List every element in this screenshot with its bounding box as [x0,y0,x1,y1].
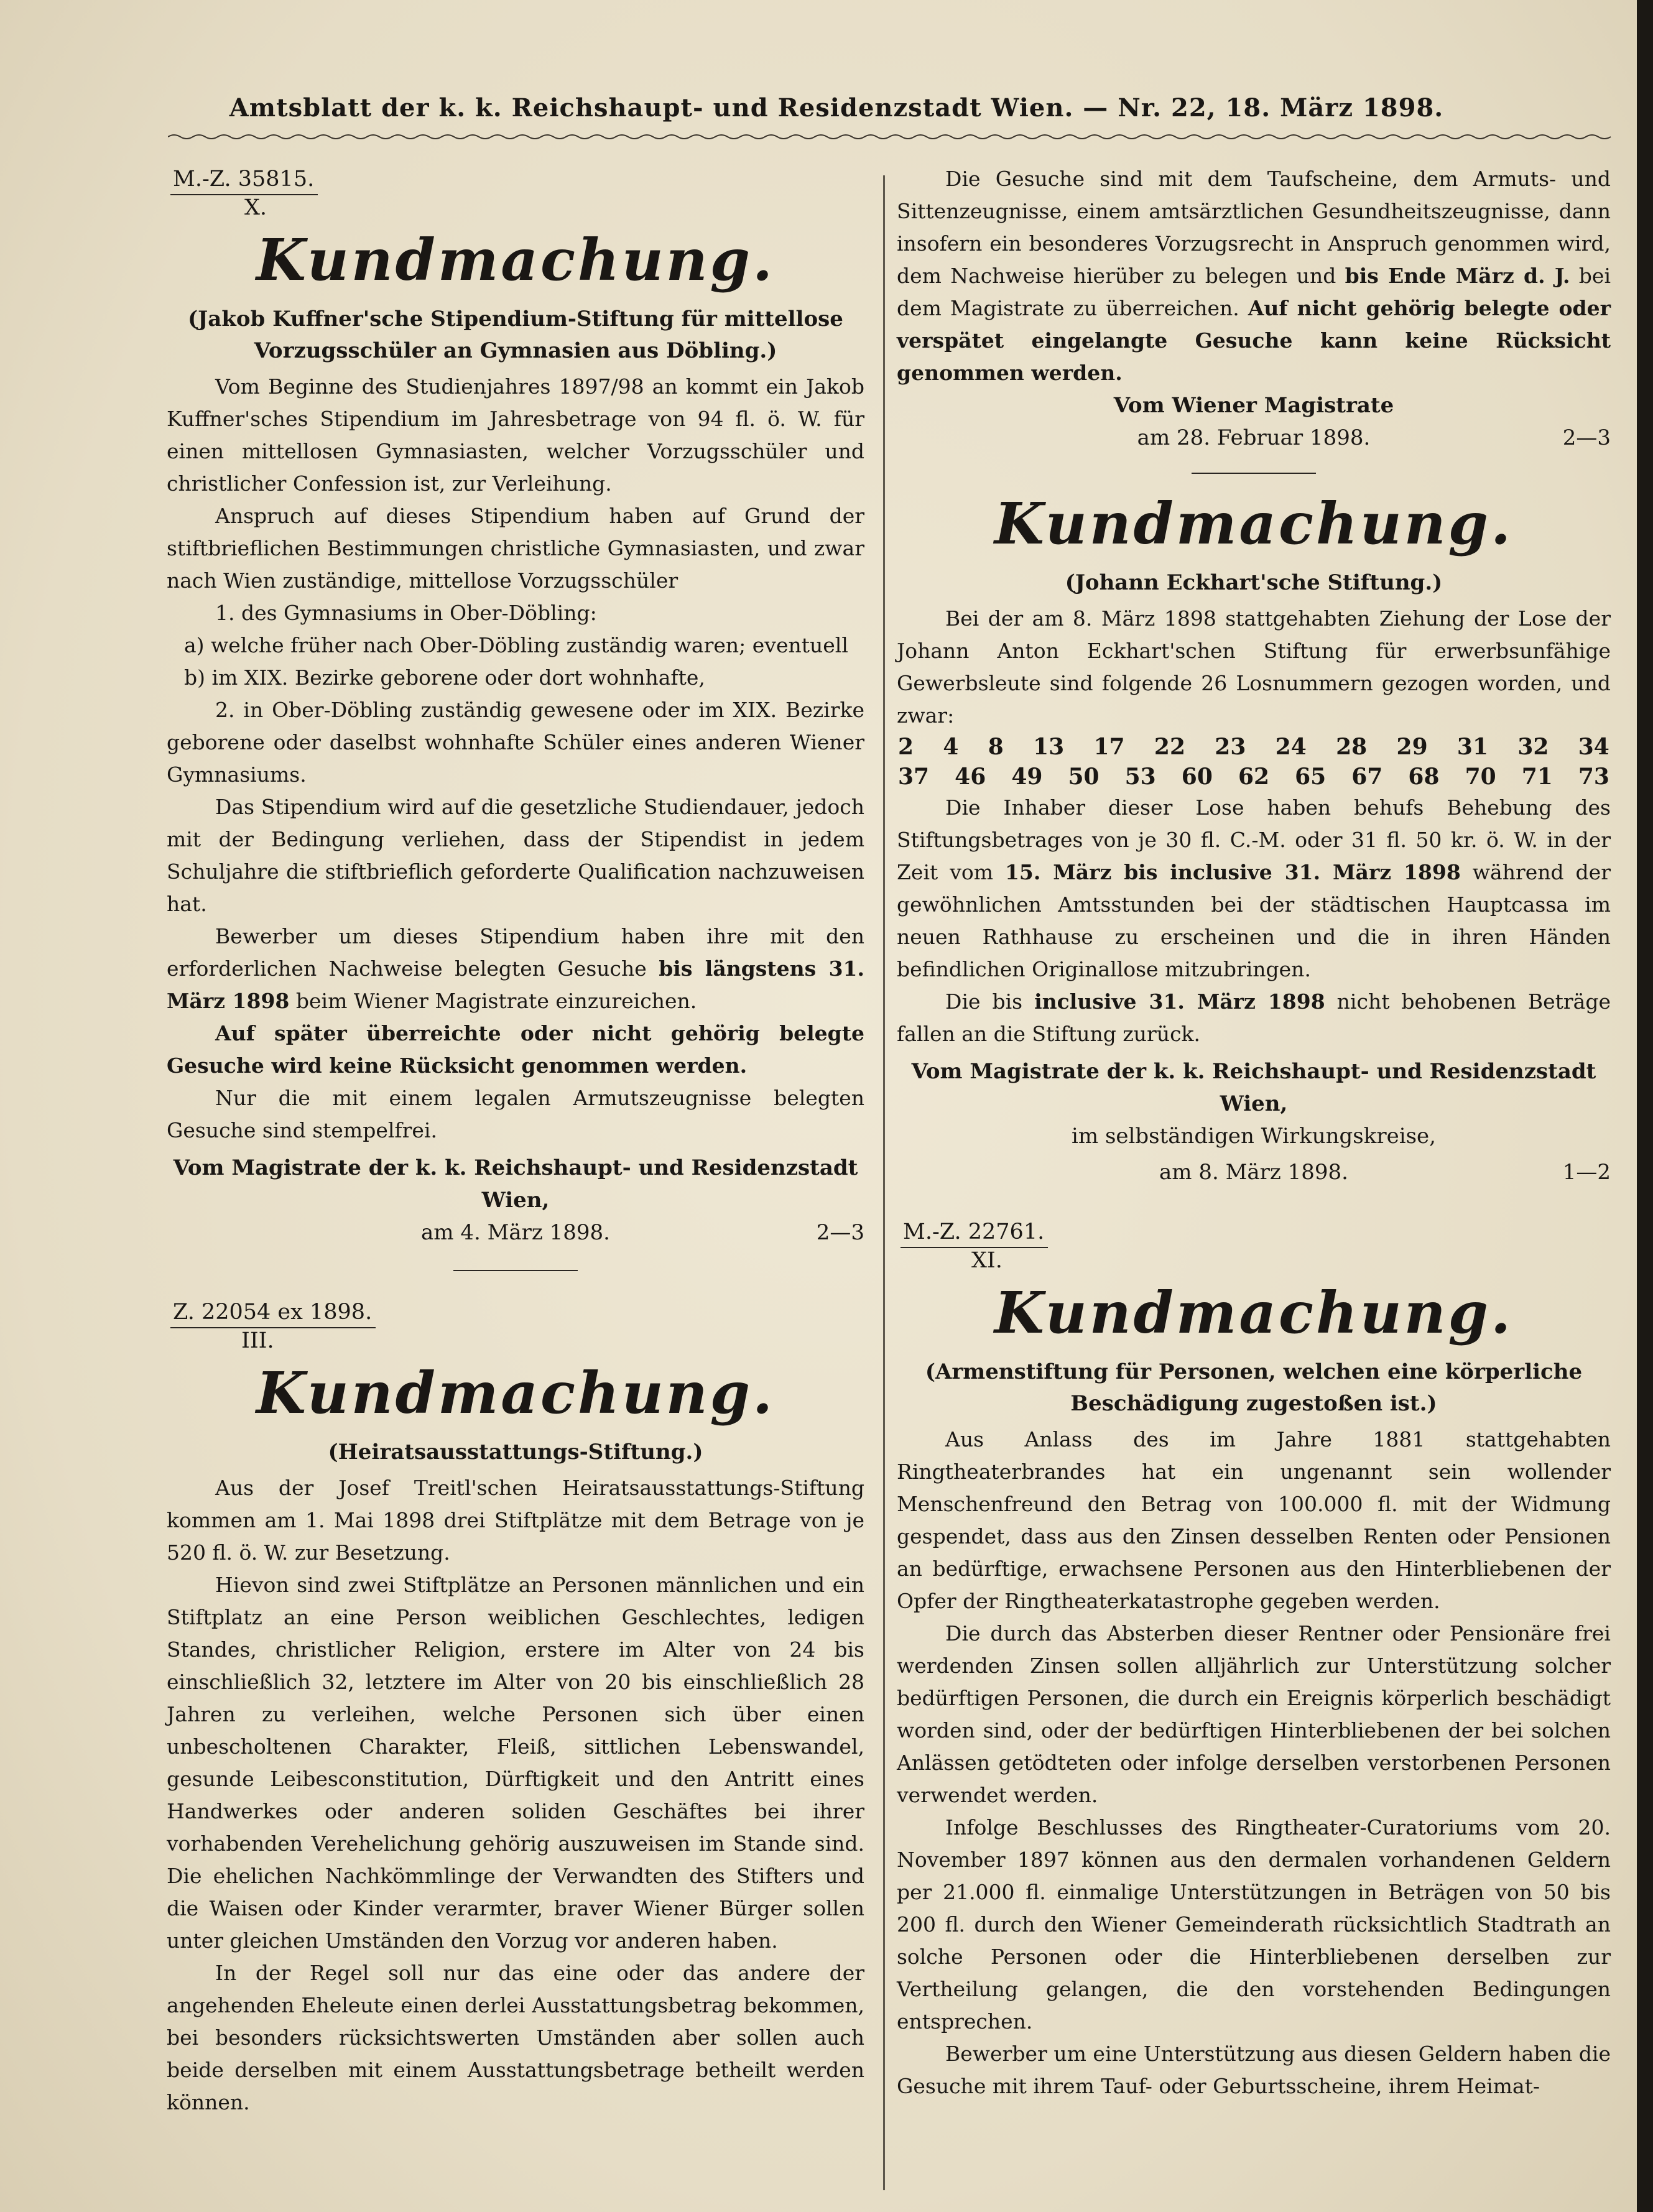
lot-number: 65 [1295,764,1327,790]
notice-title: Kundmachung. [256,226,776,294]
lot-number: 46 [955,764,986,790]
notice-title: Kundmachung. [994,490,1514,557]
notice-title: Kundmachung. [994,1279,1514,1346]
text: nicht behobenen Beträge fallen an die Stiftung zurück. [897,989,1611,1046]
paragraph [167,920,864,1017]
lot-number: 50 [1068,764,1100,790]
notice-subtitle: (Jakob Kuffner'sche Stipendium-Stiftung für mittellose Vorzugsschüler an Gymnasien aus Döbling.) [188,307,843,363]
list-item: 2. in Ober-Döbling zuständig gewesene oder im XIX. Bezirke geborene oder daselbst wohnhafte Schüler eines anderen Wiener Gymnasiums. [167,698,864,787]
insertion-number: 1—2 [1562,1160,1611,1185]
lot-number: 17 [1093,734,1125,760]
notice-armenstiftung [897,1216,1611,2103]
text: bei dem Magistrate zu überreichen. [897,264,1611,320]
lot-number: 32 [1517,734,1549,760]
notice-treitl [167,1296,864,2119]
left-column [167,163,864,2119]
separator [453,1270,578,1271]
lot-number: 2 [898,734,914,760]
insertion-number: 2—3 [1562,425,1611,450]
paragraph: Die durch das Absterben dieser Rentner oder Pensionäre frei werdenden Zinsen sollen alljährlich zur Unterstützung solcher bedürftigen Personen, die durch ein Ereignis körperlich beschädigt worden sind, oder der bedürftigen Hinterbliebenen der bei solchen Anlässen getödteten oder infolge derselben verstorbenen Personen verwendet werden. [897,1621,1611,1807]
lot-number: 53 [1124,764,1156,790]
date-line [167,1216,864,1249]
reference-number: Z. 22054 ex 1898. [170,1298,376,1328]
header-wavy-rule [168,132,1617,142]
signature: Vom Wiener Magistrate [1113,393,1394,418]
deadline: inclusive 31. März 1898 [1034,989,1325,1014]
paragraph: Das Stipendium wird auf die gesetzliche Studiendauer, jedoch mit der Bedingung verliehen, dass der Stipendist in jedem Schuljahre die stiftbrieflich geforderte Qualification nachzuweisen hat. [167,795,864,916]
lot-number: 22 [1154,734,1185,760]
date-line [897,1156,1611,1188]
lot-number: 13 [1033,734,1065,760]
lot-number: 24 [1275,734,1307,760]
lot-numbers-row-1 [897,732,1611,762]
notice-kuffner [167,163,864,1249]
section-number: III. [241,1328,274,1353]
page-header: Amtsblatt der k. k. Reichshaupt- und Residenzstadt Wien. — Nr. 22, 18. März 1898. [229,93,1444,123]
text: Bewerber um dieses Stipendium haben ihre mit den erforderlichen Nachweise belegten Gesuche [167,924,864,981]
period: 15. März bis inclusive 31. März 1898 [1004,860,1461,884]
reference-number: M.-Z. 35815. [170,165,318,195]
lot-number: 8 [988,734,1004,760]
text: während der gewöhnlichen Amtsstunden bei der städtischen Hauptcassa im neuen Rathhause zu erscheinen und die in ihren Händen befindlichen Originallose mitzubringen. [897,860,1611,981]
paragraph: Infolge Beschlusses des Ringtheater-Curatoriums vom 20. November 1897 können aus den dermalen vorhandenen Geldern per 21.000 fl. einmalige Unterstützungen in Beträgen von 50 bis 200 fl. durch den Wiener Gemeinderath rücksichtlich Stadtrath an solche Personen oder die Hinterbliebenen derselben zur Vertheilung gelangen, die den vorstehenden Bedingungen entsprechen. [897,1815,1611,2034]
paragraph: Anspruch auf dieses Stipendium haben auf Grund der stiftbrieflichen Bestimmungen christliche Gymnasiasten, und zwar nach Wien zuständige, mittellose Vorzugsschüler [167,504,864,593]
section-number: X. [244,195,267,220]
text: Die Gesuche sind mit dem Taufscheine, dem Armuts- und Sittenzeugnisse, einem amtsärztlichen Gesundheitszeugnisse, dann insofern ein besonderes Vorzugsrecht in Anspruch genommen wird, dem Nachweise hierüber zu belegen und [897,167,1611,288]
notice-title: Kundmachung. [256,1359,776,1427]
section-number: XI. [971,1248,1002,1273]
signature: Vom Magistrate der k. k. Reichshaupt- und Residenzstadt Wien, [173,1155,858,1213]
date: am 8. März 1898. [1159,1160,1348,1185]
list-item: 1. des Gymnasiums in Ober-Döbling: [215,601,597,625]
lot-number: 28 [1336,734,1368,760]
lot-number: 31 [1456,734,1489,760]
text: Die bis [945,989,1023,1014]
lot-number: 71 [1521,764,1553,790]
column-divider [883,175,885,2190]
paragraph: Auf später überreichte oder nicht gehörig belegte Gesuche wird keine Rücksicht genommen werden. [167,1021,864,1078]
paragraph: Hievon sind zwei Stiftplätze an Personen männlichen und ein Stiftplatz an eine Person weiblichen Geschlechtes, ledigen Standes, christlicher Religion, erstere im Alter von 24 bis einschließlich 32, letztere im Alter von 20 bis einschließlich 28 Jahren zu verleihen, welche Personen sich über einen unbescholtenen Charakter, Fleiß, sittlichen Lebenswandel, gesunde Leibesconstitution, Dürftigkeit und den Antritt eines Handwerkes oder anderen soliden Geschäftes bei ihrer vorhabenden Verehelichung gehörig auszuweisen im Stande sind. Die ehelichen Nachkömmlinge der Verwandten des Stifters und die Waisen oder Kinder verarmter, braver Wiener Bürger sollen unter gleichen Umständen den Vorzug vor anderen haben. [167,1573,864,1953]
paragraph: Nur die mit einem legalen Armutszeugnisse belegten Gesuche sind stempelfrei. [167,1086,864,1142]
notice-eckhart [897,486,1611,1188]
warning: Auf nicht gehörig belegte oder verspätet eingelangte Gesuche kann keine Rücksicht genommen werden. [897,296,1611,385]
signature: Vom Magistrate der k. k. Reichshaupt- und Residenzstadt Wien, [911,1059,1596,1116]
paragraph: Aus der Josef Treitl'schen Heiratsausstattungs-Stiftung kommen am 1. Mai 1898 drei Stiftplätze mit dem Betrage von je 520 fl. ö. W. zur Besetzung. [167,1476,864,1565]
notice-kuffner-continued [897,163,1611,454]
lot-numbers-row-2 [897,762,1611,792]
lot-number: 4 [943,734,959,760]
paragraph: Bei der am 8. März 1898 stattgehabten Ziehung der Lose der Johann Anton Eckhart'schen Stiftung für erwerbsunfähige Gewerbsleute sind folgende 26 Losnummern gezogen worden, und zwar: [897,606,1611,728]
insertion-number: 2—3 [816,1220,864,1245]
deadline: bis längstens 31. März 1898 [167,956,864,1013]
lot-number: 68 [1408,764,1440,790]
lot-number: 70 [1465,764,1496,790]
date: am 4. März 1898. [421,1220,610,1245]
separator [1192,473,1316,474]
notice-subtitle: (Johann Eckhart'sche Stiftung.) [1065,570,1443,595]
signature-note: im selbständigen Wirkungskreise, [1072,1124,1436,1149]
lot-number: 37 [898,764,930,790]
list-item: b) im XIX. Bezirke geborene oder dort wohnhafte, [184,665,705,690]
paragraph [897,163,1611,389]
paragraph: In der Regel soll nur das eine oder das andere der angehenden Eheleute einen derlei Ausstattungsbetrag bekommen, bei besonders rücksichtswerten Umständen aber sollen auch beide derselben mit einem Ausstattungsbetrage betheilt werden können. [167,1961,864,2114]
lot-number: 34 [1578,734,1609,760]
notice-subtitle: (Armenstiftung für Personen, welchen eine körperliche Beschädigung zugestoßen ist.) [925,1359,1583,1416]
paragraph: Bewerber um eine Unterstützung aus diesen Geldern haben die Gesuche mit ihrem Tauf- oder Geburtsscheine, ihrem Heimat- [897,2042,1611,2098]
paragraph [897,792,1611,986]
right-column [897,163,1611,2103]
lot-number: 23 [1215,734,1246,760]
text: Die Inhaber dieser Lose haben behufs Behebung des Stiftungsbetrages von je 30 fl. C.-M. oder 31 fl. 50 kr. ö. W. in der Zeit vom [897,795,1611,884]
lot-number: 67 [1351,764,1383,790]
paragraph: Aus Anlass des im Jahre 1881 stattgehabten Ringtheaterbrandes hat ein ungenannt sein wollender Menschenfreund den Betrag von 100.000 fl. mit der Widmung gespendet, dass aus den Zinsen desselben Renten oder Pensionen an bedürftige, erwachsene Personen aus den Hinterbliebenen der Opfer der Ringtheaterkatastrophe gegeben werden. [897,1427,1611,1613]
scan-edge [1637,0,1653,2212]
lot-number: 60 [1181,764,1213,790]
list-item: a) welche früher nach Ober-Döbling zuständig waren; eventuell [184,633,848,657]
text: beim Wiener Magistrate einzureichen. [295,989,697,1013]
date: am 28. Februar 1898. [1137,425,1371,450]
lot-number: 62 [1238,764,1270,790]
paragraph [897,986,1611,1050]
lot-number: 49 [1011,764,1043,790]
reference-number: M.-Z. 22761. [901,1218,1048,1248]
notice-subtitle: (Heiratsausstattungs-Stiftung.) [328,1440,703,1465]
date-line [897,422,1611,454]
lot-number: 29 [1396,734,1428,760]
paragraph: Vom Beginne des Studienjahres 1897/98 an kommt ein Jakob Kuffner'sches Stipendium im Jahresbetrage von 94 fl. ö. W. für einen mittellosen Gymnasiasten, welcher Vorzugsschüler und christlicher Confession ist, zur Verleihung. [167,374,864,496]
lot-number: 73 [1578,764,1609,790]
deadline: bis Ende März d. J. [1345,264,1570,288]
